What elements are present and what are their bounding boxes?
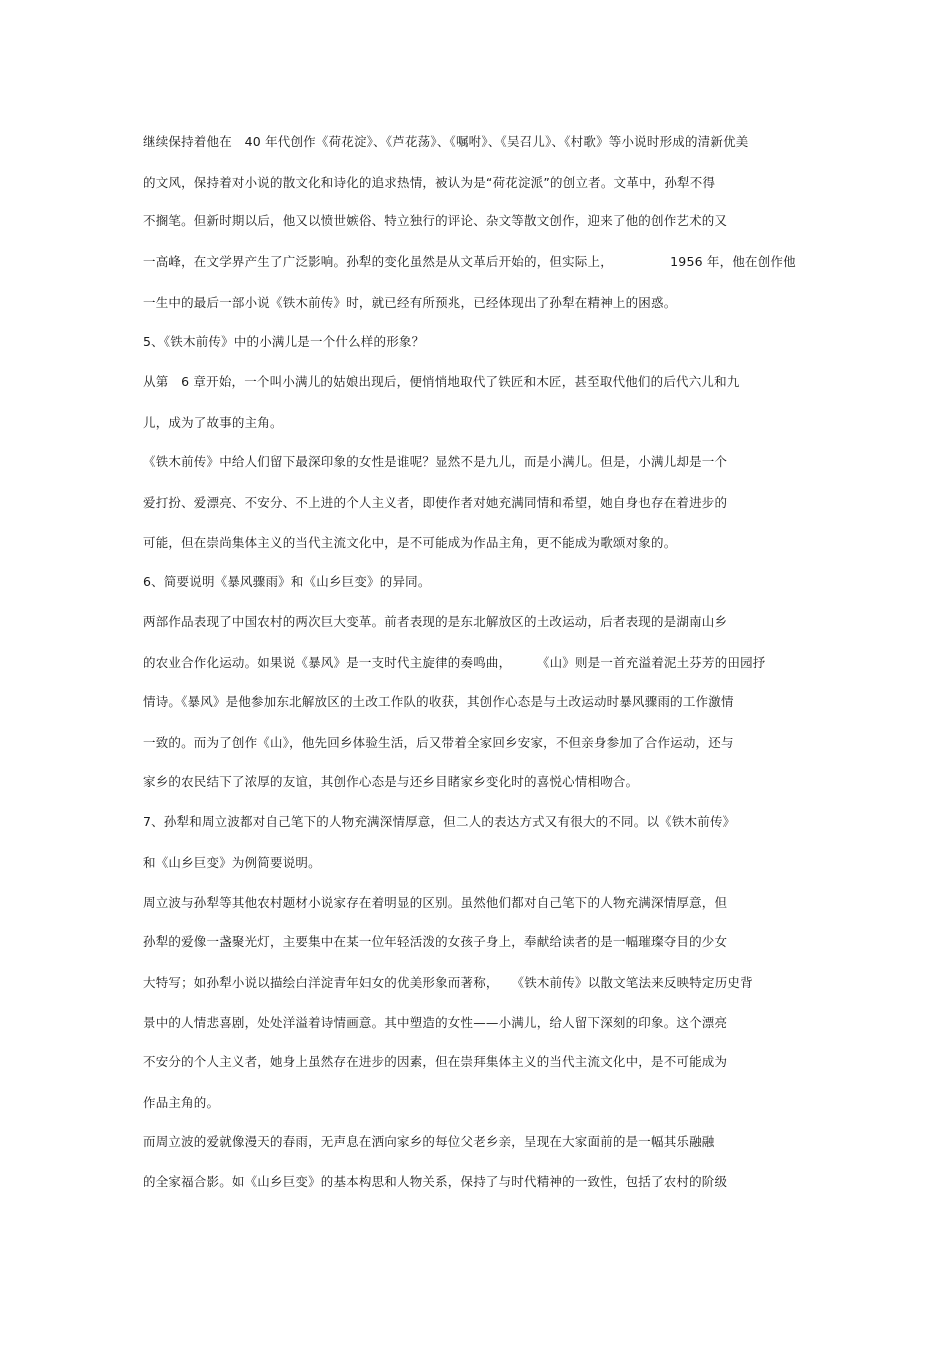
text-line: 继续保持着他在 40 年代创作《荷花淀》、《芦花荡》、《嘱咐》、《吴召儿》、《村歌》等小说时形成的清新优美 — [143, 134, 749, 149]
text-line: 和《山乡巨变》为例简要说明。 — [143, 855, 321, 870]
text-line: 《铁木前传》中给人们留下最深印象的女性是谁呢？显然不是九儿，而是小满儿。但是，小满儿却是一个 — [143, 454, 728, 469]
text-line: 一生中的最后一部小说《铁木前传》时，就已经有所预兆，已经体现出了孙犁在精神上的困惑。 — [143, 295, 677, 310]
text-line: 的农业合作化运动。如果说《暴风》是一支时代主旋律的奏鸣曲， 《山》则是一首充溢着泥土芬芳的田园抒 — [143, 655, 766, 670]
text-line: 孙犁的爱像一盏聚光灯，主要集中在某一位年轻活泼的女孩子身上，奉献给读者的是一幅璀璨夺目的少女 — [143, 934, 728, 949]
text-line: 可能，但在崇尚集体主义的当代主流文化中，是不可能成为作品主角，更不能成为歌颂对象的。 — [143, 535, 677, 550]
text-line: 从第 6 章开始，一个叫小满儿的姑娘出现后，便悄悄地取代了铁匠和木匠，甚至取代他们的后代六儿和九 — [143, 374, 740, 389]
text-line: 周立波与孙犁等其他农村题材小说家存在着明显的区别。虽然他们都对自己笔下的人物充满深情厚意，但 — [143, 895, 728, 910]
text-line: 的文风，保持着对小说的散文化和诗化的追求热情，被认为是“荷花淀派”的创立者。文革中，孙犁不得 — [143, 175, 716, 190]
text-line: 景中的人情悲喜剧，处处洋溢着诗情画意。其中塑造的女性——小满儿，给人留下深刻的印象。这个漂亮 — [143, 1015, 728, 1030]
text-line: 不安分的个人主义者，她身上虽然存在进步的因素，但在崇拜集体主义的当代主流文化中，是不可能成为 — [143, 1054, 728, 1069]
text-line: 一高峰，在文学界产生了广泛影响。孙犁的变化虽然是从文革后开始的，但实际上， 1956 年，他在创作他 — [143, 254, 796, 269]
text-line: 不搁笔。但新时期以后，他又以愤世嫉俗、特立独行的评论、杂文等散文创作，迎来了他的创作艺术的又 — [143, 213, 728, 228]
text-line: 大特写；如孙犁小说以描绘白洋淀青年妇女的优美形象而著称， 《铁木前传》以散文笔法来反映特定历史背 — [143, 975, 753, 990]
text-line: 爱打扮、爱漂亮、不安分、不上进的个人主义者，即使作者对她充满同情和希望，她自身也存在着进步的 — [143, 495, 728, 510]
question-heading: 5、《铁木前传》中的小满儿是一个什么样的形象？ — [143, 334, 425, 349]
text-line: 情诗。《暴风》是他参加东北解放区的土改工作队的收获，其创作心态是与土改运动时暴风骤雨的工作激情 — [143, 694, 734, 709]
text-line: 家乡的农民结下了浓厚的友谊，其创作心态是与还乡目睹家乡变化时的喜悦心情相吻合。 — [143, 774, 639, 789]
text-line: 两部作品表现了中国农村的两次巨大变革。前者表现的是东北解放区的土改运动，后者表现的是湖南山乡 — [143, 614, 728, 629]
text-line: 作品主角的。 — [143, 1095, 220, 1110]
text-line: 而周立波的爱就像漫天的春雨，无声息在洒向家乡的每位父老乡亲，呈现在大家面前的是一幅其乐融融 — [143, 1134, 715, 1149]
text-line: 儿，成为了故事的主角。 — [143, 415, 283, 430]
question-heading: 6、简要说明《暴风骤雨》和《山乡巨变》的异同。 — [143, 574, 431, 589]
question-heading: 7、孙犁和周立波都对自己笔下的人物充满深情厚意，但二人的表达方式又有很大的不同。以《铁木前传》 — [143, 814, 736, 829]
text-line: 一致的。而为了创作《山》，他先回乡体验生活，后又带着全家回乡安家，不但亲身参加了合作运动，还与 — [143, 735, 734, 750]
text-line: 的全家福合影。如《山乡巨变》的基本构思和人物关系，保持了与时代精神的一致性，包括了农村的阶级 — [143, 1174, 728, 1189]
